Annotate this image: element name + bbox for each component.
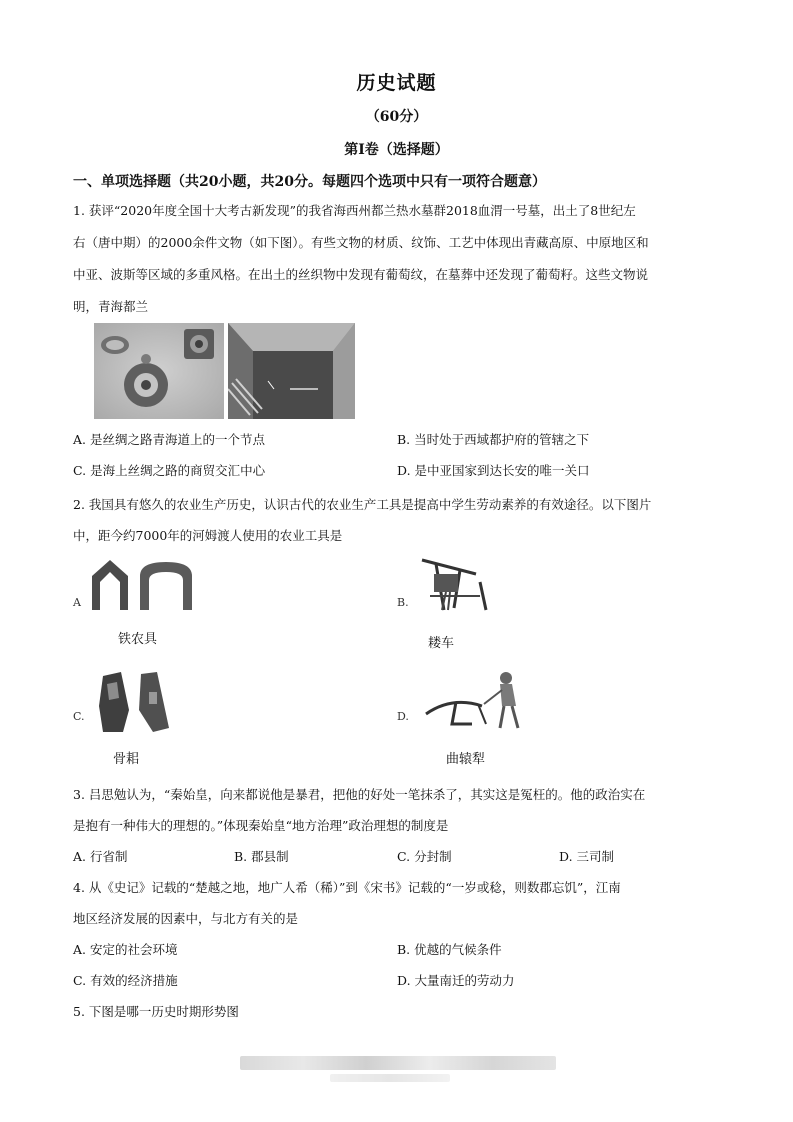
section-heading: 一、单项选择题（共20小题，共20分。每题四个选项中只有一项符合题意）	[73, 174, 546, 190]
q2-line-1: 2. 我国具有悠久的农业生产历史，认识古代的农业生产工具是提高中学生劳动素养的有效途径。以下图片	[73, 497, 652, 512]
q4-option-c[interactable]: C. 有效的经济措施	[73, 973, 178, 988]
q3-option-a[interactable]: A. 行省制	[73, 849, 128, 864]
page-title: 历史试题	[356, 72, 437, 94]
caption-iron-tools: 铁农具	[118, 632, 158, 647]
q2-line-2: 中，距今约7000年的河姆渡人使用的农业工具是	[73, 528, 343, 543]
q3-line-1: 3. 吕思勉认为，“秦始皇，向来都说他是暴君，把他的好处一笔抹杀了，其实这是冤枉的。他的政治实在	[73, 787, 646, 802]
bone-spade-image[interactable]	[95, 670, 177, 734]
q3-option-d[interactable]: D. 三司制	[559, 849, 615, 864]
q1-option-c[interactable]: C. 是海上丝绸之路的商贸交汇中心	[73, 463, 266, 478]
q1-line-1: 1. 获评“2020年度全国十大考古新发现”的我省海西州都兰热水墓群2018血渭一号墓，出土了8世纪左	[73, 203, 636, 218]
score-label: （60分）	[365, 109, 428, 125]
artifact-photo	[94, 323, 224, 419]
q1-line-3: 中亚、波斯等区域的多重风格。在出土的丝织物中发现有葡萄纹，在墓葬中还发现了葡萄籽。这些文物说	[73, 267, 649, 282]
q1-line-4: 明，青海都兰	[73, 299, 149, 314]
q3-line-2: 是抱有一种伟大的理想的。”体现秦始皇“地方治理”政治理想的制度是	[73, 818, 449, 833]
volume-heading: 第Ⅰ卷（选择题）	[344, 142, 449, 158]
q1-line-2: 右（唐中期）的2000余件文物（如下图）。有些文物的材质、纹饰、工艺中体现出青藏高原、中原地区和	[73, 235, 649, 250]
caption-seed-drill: 耧车	[428, 636, 455, 651]
q4-line-1: 4. 从《史记》记载的“楚越之地，地广人希（稀）”到《宋书》记载的“一岁或稔，则数郡忘饥”，江南	[73, 880, 621, 895]
q1-option-b[interactable]: B. 当时处于西域都护府的管辖之下	[397, 432, 590, 447]
blurred-watermark-sub	[330, 1074, 450, 1082]
caption-bone-spade: 骨耜	[113, 752, 140, 767]
q4-line-2: 地区经济发展的因素中，与北方有关的是	[73, 911, 299, 926]
q1-option-a[interactable]: A. 是丝绸之路青海道上的一个节点	[73, 432, 265, 447]
q3-option-c[interactable]: C. 分封制	[397, 849, 452, 864]
iron-tools-image[interactable]	[88, 556, 200, 618]
seed-drill-image[interactable]	[416, 552, 490, 614]
q5-line-1: 5. 下图是哪一历史时期形势图	[73, 1004, 239, 1019]
curved-plough-image[interactable]	[422, 668, 526, 732]
q2-letter-a[interactable]: A	[73, 596, 81, 609]
q3-option-b[interactable]: B. 郡县制	[234, 849, 289, 864]
caption-curved-plough: 曲辕犁	[446, 752, 486, 767]
q2-letter-b[interactable]: B.	[397, 596, 409, 609]
q4-option-a[interactable]: A. 安定的社会环境	[73, 942, 178, 957]
q4-option-d[interactable]: D. 大量南迁的劳动力	[397, 973, 515, 988]
tomb-photo	[228, 323, 355, 419]
q2-letter-c[interactable]: C.	[73, 710, 85, 723]
q2-letter-d[interactable]: D.	[397, 710, 409, 723]
q1-option-d[interactable]: D. 是中亚国家到达长安的唯一关口	[397, 463, 590, 478]
q4-option-b[interactable]: B. 优越的气候条件	[397, 942, 502, 957]
blurred-watermark	[240, 1056, 556, 1070]
